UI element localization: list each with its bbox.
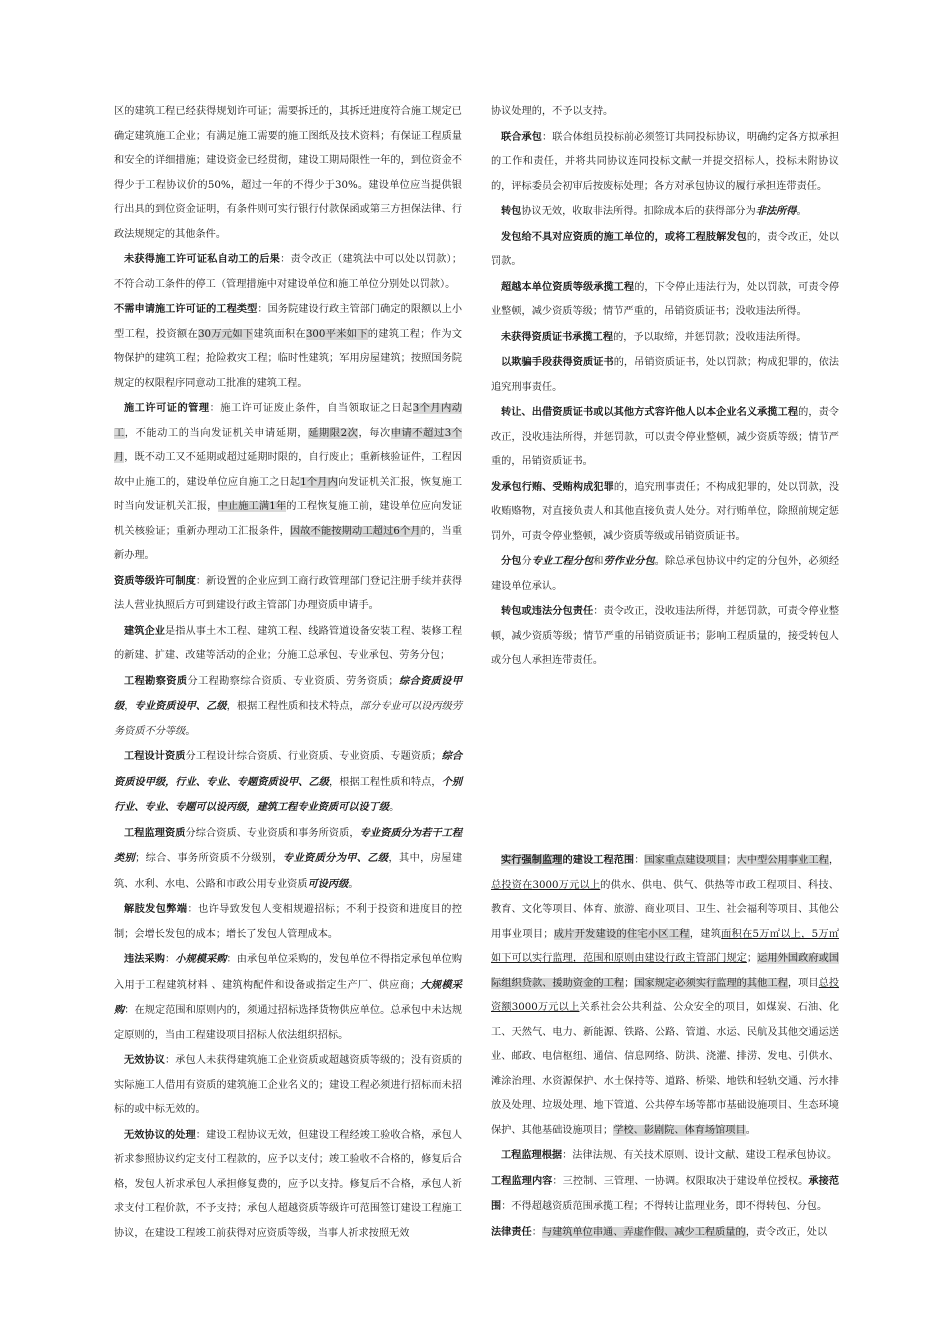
paragraph-qualification-system: 资质等级许可制度：新设置的企业应到工商行政管理部门登记注册手续并获得法人营业执照后方可到建设行政主管部门办理资质申请手。 bbox=[114, 574, 463, 611]
paragraph-unlicensed-start: 未获得施工许可证私自动工的后果：责令改正（建筑法中可以处以罚款）；不符合动工条件的停工（管理措施中对建设单位和施工单位分别处以罚款）。 bbox=[114, 253, 463, 290]
paragraph-unqualified-contracting: 发包给不具对应资质的施工单位的，或将工程肢解发包的，责令改正，处以罚款。 bbox=[491, 230, 839, 267]
paragraph-supervision-basis: 工程监理根据：法律法规、有关技术原则、设计文献、建设工程承包协议。 bbox=[501, 1149, 838, 1161]
paragraph-exceeding-qualification: 超越本单位资质等级承揽工程的，下令停止违法行为，处以罚款，可责令停业整顿，减少资质等级；情节严重的，吊销资质证书；没收违法所得。 bbox=[491, 280, 840, 317]
paragraph-continuation: 协议处理的，不予以支持。 bbox=[491, 106, 614, 117]
paragraph-legal-liability: 法律责任：与建筑单位串通、弄虚作假、减少工程质量的，责令改正，处以 bbox=[491, 1225, 828, 1238]
paragraph-fraudulent-certificate: 以欺骗手段获得资质证书的，吊销资质证书，处以罚款；构成犯罪的，依法追究刑事责任。 bbox=[491, 356, 839, 393]
paragraph-exempt-projects: 不需申请施工许可证的工程类型：国务院建设行政主管部门确定的限额以上小型工程，投资额在30万元如下建筑面积在300平米如下的建筑工程；作为文物保护的建筑工程；抢险救灾工程；临时性建筑；军用房屋建筑；按照国务院规定的权限程序同意动工批准的建筑工程。 bbox=[114, 303, 463, 389]
paragraph-lending-certificate: 转让、出借资质证书或以其他方式容许他人以本企业名义承揽工程的，责令改正，没收违法所得，并惩罚款，可以责令停业整顿，减少资质等级；情节严重的，吊销资质证书。 bbox=[491, 406, 839, 467]
paragraph-design-qualification: 工程设计资质分工程设计综合资质、行业资质、专业资质、专题资质；综合资质设甲级，行业、专业、专题资质设甲、乙级，根据工程性质和特点，个别行业、专业、专题可以设丙级，建筑工程专业资质可以设丁级。 bbox=[114, 750, 463, 813]
left-column bbox=[114, 100, 462, 1246]
paragraph-split-contracting: 解肢发包弊端：也许导致发包人变相规避招标；不利于投资和进度目的控制；会增长发包的成本；增长了发包人管理成本。 bbox=[114, 903, 463, 940]
paragraph-joint-contracting: 联合承包：联合体组员投标前必须签订共同投标协议，明确约定各方拟承担的工作和责任，并将共同协议连同投标文献一并提交招标人，投标未附协议的，评标委员会初审后按废标处理；各方对承包协议的履行承担连带责任。 bbox=[491, 130, 840, 192]
paragraph-construction-enterprise: 建筑企业是指从事土木工程、建筑工程、线路管道设备安装工程、装修工程的新建、扩建、改建等活动的企业；分施工总承包、专业承包、劳务分包； bbox=[114, 624, 463, 661]
paragraph-invalid-contract: 无效协议：承包人未获得建筑施工企业资质或超越资质等级的；没有资质的实际施工人借用有资质的建筑施工企业名义的；建设工程必须进行招标而未招标的或中标无效的。 bbox=[114, 1054, 463, 1115]
paragraph-survey-qualification: 工程勘察资质分工程勘察综合资质、专业资质、劳务资质；综合资质设甲级，专业资质设甲、乙级，根据工程性质和技术特点，部分专业可以设丙级劳务资质不分等级。 bbox=[114, 674, 463, 737]
paragraph-supervision-content: 工程监理内容：三控制、三管理、一协调。权限取决于建设单位授权。承接范围：不得超越资质范围承揽工程；不得转让监理业务，即不得转包、分包。 bbox=[491, 1174, 840, 1212]
paragraph-no-certificate: 未获得资质证书承揽工程的，予以取缔，并惩罚款；没收违法所得。 bbox=[501, 330, 807, 343]
paragraph-subletting: 转包协议无效，收取非法所得。扣除成本后的获得部分为非法所得。 bbox=[501, 205, 807, 217]
paragraph-construction-conditions: 区的建筑工程已经获得规划许可证；需要拆迁的，其拆迁进度符合施工规定已确定建筑施工企业；有满足施工需要的施工图纸及技术资料；有保证工程质量和安全的详细措施；建设资金已经贯彻，建设工期局限性一年的，到位资金不得少于工程协议价的50%，超过一年的不得少于30%。建设单位应当提供银行出具的到位资金证明，有条件则可实行银行付款保函或第三方担保法律、行政法规规定的其他条件。 bbox=[114, 106, 462, 240]
right-column-bottom bbox=[491, 848, 839, 1245]
paragraph-mandatory-supervision: 实行强制监理的建设工程范围：国家重点建设项目；大中型公用事业工程，总投资在3000万元以上的供水、供电、供气、供热等市政工程项目、科技、教育、文化等项目、体育、旅游、商业项目、卫生、社会福利等项目、其他公用事业项目；成片开发建设的住宅小区工程，建筑面积在5万㎡以上，5万㎡如下可以实行监理，范围和原则由建设行政主管部门规定；运用外国政府或国际组织贷款、援助资金的工程；国家规定必须实行监理的其他工程，项目总投资额3000万元以上关系社会公共利益、公众安全的项目，如煤炭、石油、化工、天然气、电力、新能源、铁路、公路、管道、水运、民航及其他交通运送业、邮政、电信枢纽、通信、信息网络、防洪、浇灌、排涝、发电、引供水、滩涂治理、水资源保护、水土保持等、道路、桥梁、地铁和轻轨交通、污水排放及处理、垃圾处理、地下管道、公共停车场等都市基础设施项目、生态环境保护、其他基础设施项目；学校、影剧院、体育场馆项目。 bbox=[491, 854, 840, 1136]
paragraph-permit-management: 施工许可证的管理：施工许可证废止条件，自当领取证之日起3个月内动工，不能动工的当向发证机关申请延期，延期限2次，每次申请不超过3个月，既不动工又不延期或超过延期时限的，自行废止；重新核验证件，工程因故中止施工的，建设单位应自施工之日起1个月内向发证机关汇报，恢复施工时当向发证机关汇报，中止施工满1年的工程恢复施工前，建设单位应向发证机关核验证；重新办理动工汇报条件，因故不能按期动工超过6个月的，当重新办理。 bbox=[114, 402, 463, 561]
paragraph-illegal-subcontract-liability: 转包或违法分包责任：责令改正，没收违法所得，并惩罚款，可责令停业整顿，减少资质等级；情节严重的吊销资质证书；影响工程质量的，接受转包人或分包人承担连带责任。 bbox=[491, 605, 840, 666]
paragraph-bribery: 发承包行贿、受贿构成犯罪的，追究刑事责任；不构成犯罪的，处以罚款，没收贿赂物，对直接负责人和其他直接负责人处分。对行贿单位，除照前规定惩罚外，可责令停业整顿，减少资质等级或吊销资质证书。 bbox=[491, 480, 840, 542]
paragraph-subcontracting: 分包分专业工程分包和劳作业分包。除总承包协议中约定的分包外，必须经建设单位承认。 bbox=[491, 555, 840, 592]
right-column-top bbox=[491, 100, 839, 674]
paragraph-invalid-contract-handling: 无效协议的处理：建设工程协议无效，但建设工程经竣工验收合格，承包人祈求参照协议约定支付工程款的，应予以支付；竣工验收不合格的，修复后合格，发包人祈求承包人承担修复费的，应予以支持。修复后不合格，承包人祈求支付工程价款，不予支持；承包人超越资质等级许可范围签订建设工程施工协议，在建设工程竣工前获得对应资质等级，当事人祈求按照无效 bbox=[114, 1128, 463, 1239]
paragraph-supervision-qualification: 工程监理资质分综合资质、专业资质和事务所资质，专业资质分为若干工程类别；综合、事务所资质不分级别，专业资质分为甲、乙级，其中，房屋建筑、水利、水电、公路和市政公用专业资质可设丙级。 bbox=[114, 826, 463, 890]
paragraph-illegal-procurement: 违法采购：小规模采购：由承包单位采购的，发包单位不得指定承包单位购入用于工程建筑材料 、建筑构配件和设备或指定生产厂、供应商；大规模采购：在规定范围和原则内的，须通过招标选择货物供应单位。总承包中未达规定原则的，当由工程建设项目招标人依法组织招标。 bbox=[114, 953, 463, 1041]
